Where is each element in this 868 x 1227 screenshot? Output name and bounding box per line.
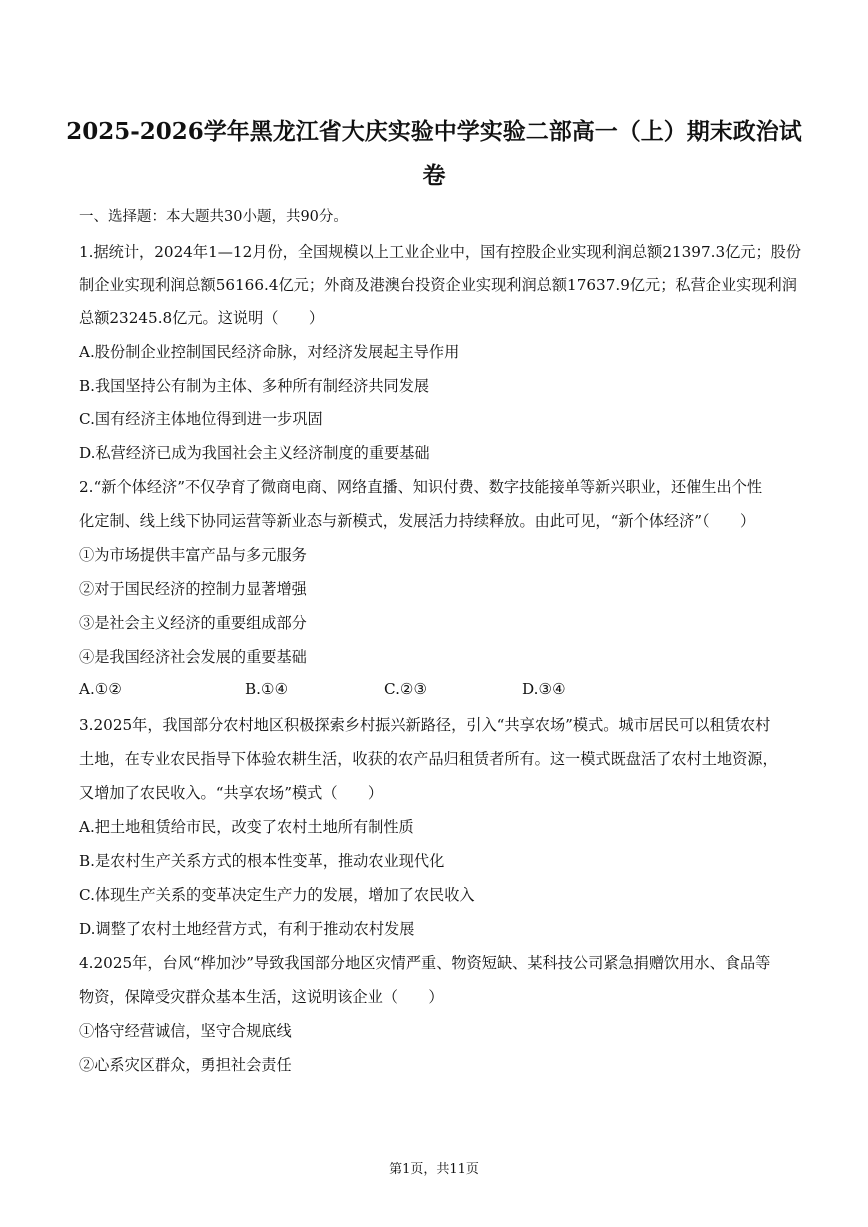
q2-stem-line-2: 化定制、线上线下协同运营等新业态与新模式，发展活力持续释放。由此可见，“新个体经济”（ ） — [79, 512, 756, 530]
q1-option-c: C.国有经济主体地位得到进一步巩固 — [79, 410, 323, 428]
q2-option-d: D.③④ — [522, 680, 566, 698]
q2-stem-line-1: 2.“新个体经济”不仅孕育了微商电商、网络直播、知识付费、数字技能接单等新兴职业，还催生出个性 — [79, 478, 763, 496]
q3-option-d: D.调整了农村土地经营方式，有利于推动农村发展 — [79, 920, 415, 938]
q1-stem-line-3: 总额23245.8亿元。这说明（ ） — [79, 309, 325, 327]
title-line-2: 卷 — [422, 162, 446, 189]
q3-stem-line-1: 3.2025年，我国部分农村地区积极探索乡村振兴新路径，引入“共享农场”模式。城市居民可以租赁农村 — [79, 716, 771, 734]
q2-option-c: C.②③ — [384, 680, 428, 698]
q1-stem-line-1: 1.据统计，2024年1—12月份，全国规模以上工业企业中，国有控股企业实现利润总额21397.3亿元；股份 — [79, 243, 802, 261]
q1-option-a: A.股份制企业控制国民经济命脉，对经济发展起主导作用 — [79, 343, 460, 361]
q3-option-c: C.体现生产关系的变革决定生产力的发展，增加了农民收入 — [79, 886, 475, 904]
q3-stem-line-2: 土地，在专业农民指导下体验农耕生活，收获的农产品归租赁者所有。这一模式既盘活了农村土地资源， — [79, 750, 778, 768]
q3-option-b: B.是农村生产关系方式的根本性变革，推动农业现代化 — [79, 852, 445, 870]
q4-stem-line-2: 物资，保障受灾群众基本生活，这说明该企业（ ） — [79, 988, 444, 1006]
page-title — [60, 110, 808, 198]
q4-item-2: ②心系灾区群众，勇担社会责任 — [79, 1056, 292, 1074]
q2-item-2: ②对于国民经济的控制力显著增强 — [79, 580, 307, 598]
page-footer: 第1页，共11页 — [389, 1162, 479, 1177]
q3-stem-line-3: 又增加了农民收入。“共享农场”模式（ ） — [79, 784, 384, 802]
q2-option-b: B.①④ — [245, 680, 289, 698]
q2-item-4: ④是我国经济社会发展的重要基础 — [79, 648, 307, 666]
q4-item-1: ①恪守经营诚信，坚守合规底线 — [79, 1022, 292, 1040]
q1-stem-line-2: 制企业实现利润总额56166.4亿元；外商及港澳台投资企业实现利润总额17637.9亿元；私营企业实现利润 — [79, 276, 797, 294]
q2-item-1: ①为市场提供丰富产品与多元服务 — [79, 546, 307, 564]
q3-option-a: A.把土地租赁给市民，改变了农村土地所有制性质 — [79, 818, 414, 836]
q2-option-a: A.①② — [79, 680, 123, 698]
q4-stem-line-1: 4.2025年，台风“桦加沙”导致我国部分地区灾情严重、物资短缺、某科技公司紧急捐赠饮用水、食品等 — [79, 954, 771, 972]
title-line-1: 2025-2026学年黑龙江省大庆实验中学实验二部高一（上）期末政治试 — [66, 118, 802, 145]
q1-option-b: B.我国坚持公有制为主体、多种所有制经济共同发展 — [79, 377, 430, 395]
section-header: 一、选择题：本大题共30小题，共90分。 — [79, 209, 348, 225]
q2-item-3: ③是社会主义经济的重要组成部分 — [79, 614, 307, 632]
q1-option-d: D.私营经济已成为我国社会主义经济制度的重要基础 — [79, 444, 430, 462]
